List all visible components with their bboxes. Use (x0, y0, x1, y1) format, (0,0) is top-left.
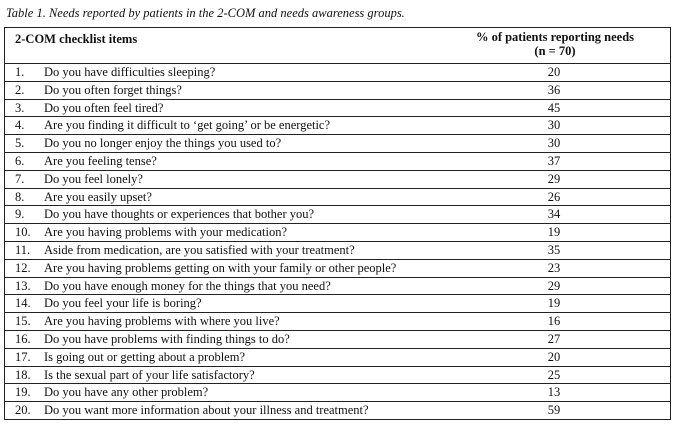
table-row (5, 367, 670, 385)
item-question: Are you having problems with your medication? (44, 225, 287, 240)
item-question: Is going out or getting about a problem? (44, 349, 246, 364)
item-percent: 16 (547, 314, 561, 329)
item-question: Do you often feel tired? (44, 100, 164, 115)
header-percent-label (435, 30, 675, 58)
table-header (5, 28, 670, 64)
header-percent-line2: (n = 70) (534, 44, 576, 58)
item-percent: 45 (547, 100, 561, 115)
item-number: 17. (15, 349, 31, 364)
item-question: Do you have problems with finding things to do? (44, 331, 290, 346)
item-percent: 36 (547, 82, 561, 97)
table-row (5, 313, 670, 331)
item-number: 13. (15, 278, 31, 293)
table-row (5, 100, 670, 118)
item-number: 1. (15, 65, 25, 79)
item-question: Do you have thoughts or experiences that bother you? (44, 207, 315, 222)
item-question: Do you have difficulties sleeping? (44, 65, 216, 79)
table-body (5, 64, 670, 420)
item-question: Do you feel lonely? (44, 171, 143, 186)
item-question: Are you easily upset? (44, 189, 152, 204)
table-row (5, 331, 670, 349)
table-row (5, 206, 670, 224)
item-number: 14. (15, 296, 31, 311)
table-row (5, 349, 670, 367)
table-row (5, 189, 670, 207)
item-number: 9. (15, 207, 25, 222)
item-number: 15. (15, 314, 31, 329)
item-number: 16. (15, 331, 31, 346)
item-number: 7. (15, 171, 25, 186)
item-percent: 19 (547, 225, 561, 240)
table-row (5, 295, 670, 313)
item-number: 8. (15, 189, 25, 204)
table-row (5, 171, 670, 189)
table-row (5, 153, 670, 171)
table-row (5, 384, 670, 402)
item-percent: 20 (547, 349, 561, 364)
item-number: 20. (15, 403, 31, 418)
item-number: 19. (15, 385, 31, 400)
item-percent: 23 (547, 260, 561, 275)
item-number: 6. (15, 153, 25, 168)
item-number: 11. (15, 242, 31, 257)
item-question: Is the sexual part of your life satisfactory? (44, 367, 255, 382)
item-number: 4. (15, 118, 25, 133)
item-question: Are you having problems getting on with your family or other people? (44, 260, 397, 275)
table-row (5, 278, 670, 296)
item-percent: 25 (547, 367, 561, 382)
item-percent: 37 (547, 153, 561, 168)
item-percent: 27 (547, 331, 561, 346)
needs-table (4, 27, 671, 420)
table-row (5, 224, 670, 242)
table-caption: Table 1. Needs reported by patients in the 2-COM and needs awareness groups. (6, 6, 405, 20)
item-number: 10. (15, 225, 31, 240)
item-question: Do you often forget things? (44, 82, 182, 97)
item-percent: 30 (547, 136, 561, 151)
item-question: Are you having problems with where you live? (44, 314, 280, 329)
item-question: Do you feel your life is boring? (44, 296, 202, 311)
item-number: 3. (15, 100, 25, 115)
item-question: Are you finding it difficult to ‘get going’ or be energetic? (44, 118, 331, 133)
item-percent: 59 (547, 403, 561, 418)
item-number: 5. (15, 136, 25, 151)
table-row (5, 82, 670, 100)
item-number: 12. (15, 260, 31, 275)
item-number: 2. (15, 82, 25, 97)
item-question: Do you have enough money for the things that you need? (44, 278, 331, 293)
item-question: Do you no longer enjoy the things you used to? (44, 136, 282, 151)
table-row (5, 260, 670, 278)
item-question: Are you feeling tense? (44, 153, 157, 168)
item-question: Aside from medication, are you satisfied with your treatment? (44, 242, 355, 257)
item-percent: 34 (547, 207, 561, 222)
header-percent-line1: % of patients reporting needs (475, 30, 635, 44)
table-row (5, 402, 670, 420)
item-percent: 29 (547, 278, 561, 293)
item-question: Do you have any other problem? (44, 385, 209, 400)
item-percent: 26 (547, 189, 561, 204)
item-percent: 29 (547, 171, 561, 186)
item-percent: 13 (547, 385, 561, 400)
item-percent: 20 (547, 65, 561, 79)
table-row (5, 242, 670, 260)
table-row (5, 117, 670, 135)
item-number: 18. (15, 367, 31, 382)
table-row (5, 64, 670, 82)
item-percent: 19 (547, 296, 561, 311)
item-question: Do you want more information about your illness and treatment? (44, 403, 369, 418)
item-percent: 30 (547, 118, 561, 133)
table-row (5, 135, 670, 153)
header-items-label: 2-COM checklist items (15, 32, 138, 46)
item-percent: 35 (547, 242, 561, 257)
